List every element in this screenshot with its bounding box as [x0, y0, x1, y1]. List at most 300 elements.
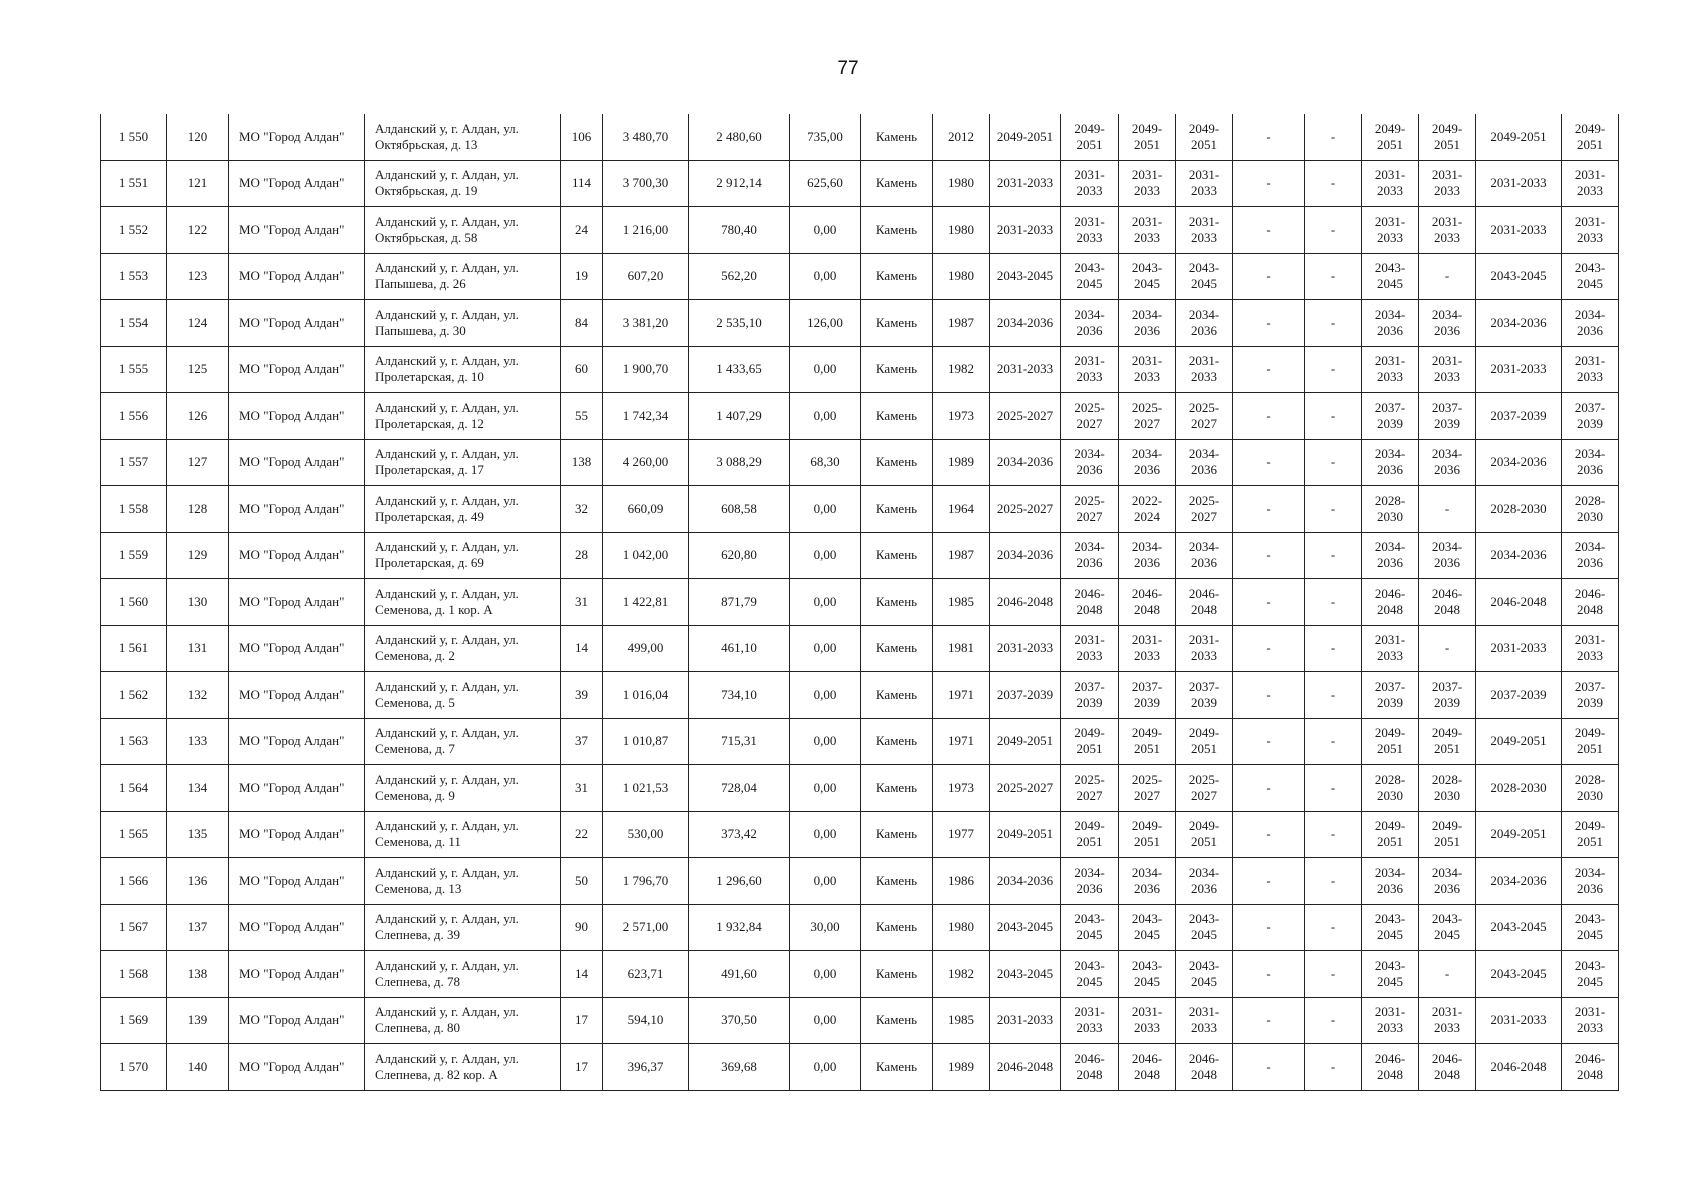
municipality-cell: МО "Город Алдан": [229, 765, 365, 812]
period-cell-8: 2034-2036: [1419, 532, 1476, 579]
year-built-cell: 1987: [933, 300, 990, 347]
period-cell-1: 2049-2051: [990, 114, 1061, 160]
period-cell-9: 2043-2045: [1476, 904, 1562, 951]
living-area-cell: 562,20: [689, 253, 790, 300]
table-row: [101, 765, 1619, 812]
apartments-count-cell: 24: [561, 207, 603, 254]
address-cell: Алданский у, г. Алдан, ул. Слепнева, д. 82 кор. А: [365, 1044, 561, 1091]
period-cell-6: -: [1305, 114, 1362, 160]
period-cell-10: 2031-2033: [1562, 160, 1619, 207]
period-cell-5: -: [1233, 811, 1305, 858]
nonresidential-area-cell: 0,00: [790, 253, 861, 300]
period-cell-9: 2031-2033: [1476, 207, 1562, 254]
address-cell: Алданский у, г. Алдан, ул. Семенова, д. 13: [365, 858, 561, 905]
period-cell-10: 2043-2045: [1562, 253, 1619, 300]
municipality-cell: МО "Город Алдан": [229, 486, 365, 533]
period-cell-9: 2034-2036: [1476, 532, 1562, 579]
nonresidential-area-cell: 0,00: [790, 579, 861, 626]
period-cell-7: 2049-2051: [1362, 811, 1419, 858]
item-number-cell: 127: [167, 439, 229, 486]
period-cell-1: 2031-2033: [990, 625, 1061, 672]
nonresidential-area-cell: 0,00: [790, 346, 861, 393]
table-body: [101, 114, 1619, 1090]
registry-number-cell: 1 563: [101, 718, 167, 765]
period-cell-8: -: [1419, 625, 1476, 672]
year-built-cell: 1964: [933, 486, 990, 533]
table-row: [101, 486, 1619, 533]
period-cell-1: 2037-2039: [990, 672, 1061, 719]
registry-number-cell: 1 552: [101, 207, 167, 254]
period-cell-4: 2034-2036: [1176, 858, 1233, 905]
total-area-cell: 1 422,81: [603, 579, 689, 626]
period-cell-5: -: [1233, 672, 1305, 719]
year-built-cell: 1973: [933, 393, 990, 440]
period-cell-5: -: [1233, 486, 1305, 533]
item-number-cell: 120: [167, 114, 229, 160]
item-number-cell: 124: [167, 300, 229, 347]
period-cell-8: 2034-2036: [1419, 858, 1476, 905]
period-cell-2: 2031-2033: [1061, 207, 1119, 254]
period-cell-1: 2049-2051: [990, 718, 1061, 765]
period-cell-5: -: [1233, 253, 1305, 300]
period-cell-5: -: [1233, 207, 1305, 254]
period-cell-4: 2037-2039: [1176, 672, 1233, 719]
year-built-cell: 1980: [933, 160, 990, 207]
period-cell-5: -: [1233, 997, 1305, 1044]
living-area-cell: 871,79: [689, 579, 790, 626]
item-number-cell: 134: [167, 765, 229, 812]
period-cell-4: 2025-2027: [1176, 765, 1233, 812]
period-cell-9: 2034-2036: [1476, 858, 1562, 905]
table-row: [101, 253, 1619, 300]
total-area-cell: 594,10: [603, 997, 689, 1044]
living-area-cell: 491,60: [689, 951, 790, 998]
item-number-cell: 128: [167, 486, 229, 533]
nonresidential-area-cell: 625,60: [790, 160, 861, 207]
period-cell-5: -: [1233, 951, 1305, 998]
wall-material-cell: Камень: [861, 346, 933, 393]
table-row: [101, 532, 1619, 579]
period-cell-7: 2028-2030: [1362, 765, 1419, 812]
period-cell-4: 2025-2027: [1176, 486, 1233, 533]
housing-register-table: [100, 114, 1619, 1091]
living-area-cell: 1 407,29: [689, 393, 790, 440]
apartments-count-cell: 50: [561, 858, 603, 905]
apartments-count-cell: 39: [561, 672, 603, 719]
period-cell-4: 2031-2033: [1176, 625, 1233, 672]
period-cell-6: -: [1305, 346, 1362, 393]
address-cell: Алданский у, г. Алдан, ул. Папышева, д. 26: [365, 253, 561, 300]
period-cell-7: 2031-2033: [1362, 160, 1419, 207]
total-area-cell: 1 042,00: [603, 532, 689, 579]
period-cell-3: 2031-2033: [1119, 625, 1176, 672]
period-cell-1: 2034-2036: [990, 439, 1061, 486]
period-cell-6: -: [1305, 858, 1362, 905]
wall-material-cell: Камень: [861, 951, 933, 998]
period-cell-3: 2034-2036: [1119, 300, 1176, 347]
wall-material-cell: Камень: [861, 300, 933, 347]
apartments-count-cell: 138: [561, 439, 603, 486]
period-cell-7: 2049-2051: [1362, 114, 1419, 160]
total-area-cell: 396,37: [603, 1044, 689, 1091]
period-cell-4: 2034-2036: [1176, 439, 1233, 486]
period-cell-3: 2025-2027: [1119, 765, 1176, 812]
period-cell-6: -: [1305, 532, 1362, 579]
year-built-cell: 1982: [933, 951, 990, 998]
period-cell-6: -: [1305, 207, 1362, 254]
period-cell-8: 2043-2045: [1419, 904, 1476, 951]
table-row: [101, 300, 1619, 347]
period-cell-8: -: [1419, 253, 1476, 300]
period-cell-2: 2034-2036: [1061, 532, 1119, 579]
apartments-count-cell: 55: [561, 393, 603, 440]
municipality-cell: МО "Город Алдан": [229, 532, 365, 579]
period-cell-5: -: [1233, 718, 1305, 765]
period-cell-1: 2025-2027: [990, 393, 1061, 440]
living-area-cell: 461,10: [689, 625, 790, 672]
period-cell-10: 2043-2045: [1562, 951, 1619, 998]
period-cell-9: 2031-2033: [1476, 625, 1562, 672]
address-cell: Алданский у, г. Алдан, ул. Семенова, д. 7: [365, 718, 561, 765]
apartments-count-cell: 32: [561, 486, 603, 533]
nonresidential-area-cell: 0,00: [790, 532, 861, 579]
period-cell-6: -: [1305, 160, 1362, 207]
table-row: [101, 439, 1619, 486]
period-cell-1: 2049-2051: [990, 811, 1061, 858]
period-cell-5: -: [1233, 439, 1305, 486]
total-area-cell: 1 796,70: [603, 858, 689, 905]
item-number-cell: 140: [167, 1044, 229, 1091]
address-cell: Алданский у, г. Алдан, ул. Слепнева, д. 39: [365, 904, 561, 951]
period-cell-1: 2043-2045: [990, 951, 1061, 998]
period-cell-7: 2037-2039: [1362, 672, 1419, 719]
nonresidential-area-cell: 30,00: [790, 904, 861, 951]
period-cell-8: 2031-2033: [1419, 997, 1476, 1044]
registry-number-cell: 1 558: [101, 486, 167, 533]
living-area-cell: 3 088,29: [689, 439, 790, 486]
year-built-cell: 1981: [933, 625, 990, 672]
wall-material-cell: Камень: [861, 114, 933, 160]
registry-number-cell: 1 566: [101, 858, 167, 905]
period-cell-7: 2031-2033: [1362, 207, 1419, 254]
total-area-cell: 3 381,20: [603, 300, 689, 347]
period-cell-2: 2025-2027: [1061, 765, 1119, 812]
period-cell-4: 2049-2051: [1176, 811, 1233, 858]
nonresidential-area-cell: 0,00: [790, 951, 861, 998]
period-cell-4: 2034-2036: [1176, 532, 1233, 579]
wall-material-cell: Камень: [861, 997, 933, 1044]
item-number-cell: 122: [167, 207, 229, 254]
table-row: [101, 718, 1619, 765]
period-cell-8: 2034-2036: [1419, 439, 1476, 486]
wall-material-cell: Камень: [861, 718, 933, 765]
table-row: [101, 114, 1619, 160]
apartments-count-cell: 60: [561, 346, 603, 393]
period-cell-4: 2031-2033: [1176, 207, 1233, 254]
period-cell-2: 2025-2027: [1061, 393, 1119, 440]
period-cell-1: 2031-2033: [990, 160, 1061, 207]
item-number-cell: 131: [167, 625, 229, 672]
address-cell: Алданский у, г. Алдан, ул. Пролетарская, д. 17: [365, 439, 561, 486]
living-area-cell: 734,10: [689, 672, 790, 719]
period-cell-1: 2043-2045: [990, 253, 1061, 300]
period-cell-1: 2034-2036: [990, 300, 1061, 347]
period-cell-9: 2037-2039: [1476, 672, 1562, 719]
period-cell-7: 2043-2045: [1362, 904, 1419, 951]
table-row: [101, 904, 1619, 951]
period-cell-4: 2046-2048: [1176, 579, 1233, 626]
municipality-cell: МО "Город Алдан": [229, 904, 365, 951]
living-area-cell: 608,58: [689, 486, 790, 533]
year-built-cell: 1986: [933, 858, 990, 905]
period-cell-3: 2043-2045: [1119, 253, 1176, 300]
item-number-cell: 133: [167, 718, 229, 765]
wall-material-cell: Камень: [861, 1044, 933, 1091]
living-area-cell: 728,04: [689, 765, 790, 812]
apartments-count-cell: 14: [561, 951, 603, 998]
period-cell-1: 2025-2027: [990, 765, 1061, 812]
period-cell-10: 2034-2036: [1562, 532, 1619, 579]
period-cell-2: 2046-2048: [1061, 1044, 1119, 1091]
apartments-count-cell: 17: [561, 1044, 603, 1091]
period-cell-1: 2031-2033: [990, 997, 1061, 1044]
period-cell-2: 2043-2045: [1061, 904, 1119, 951]
living-area-cell: 715,31: [689, 718, 790, 765]
period-cell-10: 2031-2033: [1562, 207, 1619, 254]
municipality-cell: МО "Город Алдан": [229, 160, 365, 207]
total-area-cell: 607,20: [603, 253, 689, 300]
year-built-cell: 1987: [933, 532, 990, 579]
period-cell-6: -: [1305, 300, 1362, 347]
item-number-cell: 121: [167, 160, 229, 207]
wall-material-cell: Камень: [861, 811, 933, 858]
registry-number-cell: 1 556: [101, 393, 167, 440]
address-cell: Алданский у, г. Алдан, ул. Слепнева, д. 80: [365, 997, 561, 1044]
period-cell-10: 2034-2036: [1562, 439, 1619, 486]
apartments-count-cell: 114: [561, 160, 603, 207]
period-cell-9: 2046-2048: [1476, 579, 1562, 626]
nonresidential-area-cell: 0,00: [790, 1044, 861, 1091]
nonresidential-area-cell: 0,00: [790, 207, 861, 254]
period-cell-6: -: [1305, 997, 1362, 1044]
registry-number-cell: 1 567: [101, 904, 167, 951]
period-cell-8: -: [1419, 951, 1476, 998]
period-cell-6: -: [1305, 579, 1362, 626]
period-cell-3: 2034-2036: [1119, 858, 1176, 905]
period-cell-7: 2046-2048: [1362, 1044, 1419, 1091]
period-cell-1: 2046-2048: [990, 1044, 1061, 1091]
table-row: [101, 951, 1619, 998]
period-cell-1: 2031-2033: [990, 207, 1061, 254]
total-area-cell: 1 742,34: [603, 393, 689, 440]
period-cell-10: 2037-2039: [1562, 393, 1619, 440]
living-area-cell: 780,40: [689, 207, 790, 254]
apartments-count-cell: 31: [561, 579, 603, 626]
wall-material-cell: Камень: [861, 439, 933, 486]
year-built-cell: 1980: [933, 904, 990, 951]
period-cell-2: 2049-2051: [1061, 718, 1119, 765]
period-cell-4: 2043-2045: [1176, 904, 1233, 951]
period-cell-7: 2031-2033: [1362, 346, 1419, 393]
item-number-cell: 137: [167, 904, 229, 951]
table-row: [101, 393, 1619, 440]
total-area-cell: 2 571,00: [603, 904, 689, 951]
period-cell-2: 2043-2045: [1061, 253, 1119, 300]
table-row: [101, 625, 1619, 672]
municipality-cell: МО "Город Алдан": [229, 951, 365, 998]
period-cell-4: 2049-2051: [1176, 718, 1233, 765]
item-number-cell: 136: [167, 858, 229, 905]
nonresidential-area-cell: 68,30: [790, 439, 861, 486]
living-area-cell: 1 932,84: [689, 904, 790, 951]
period-cell-9: 2031-2033: [1476, 997, 1562, 1044]
table-row: [101, 672, 1619, 719]
total-area-cell: 623,71: [603, 951, 689, 998]
wall-material-cell: Камень: [861, 858, 933, 905]
period-cell-2: 2049-2051: [1061, 114, 1119, 160]
period-cell-6: -: [1305, 1044, 1362, 1091]
period-cell-4: 2049-2051: [1176, 114, 1233, 160]
living-area-cell: 370,50: [689, 997, 790, 1044]
item-number-cell: 125: [167, 346, 229, 393]
table-row: [101, 858, 1619, 905]
period-cell-3: 2046-2048: [1119, 579, 1176, 626]
total-area-cell: 4 260,00: [603, 439, 689, 486]
period-cell-8: 2049-2051: [1419, 811, 1476, 858]
period-cell-7: 2034-2036: [1362, 439, 1419, 486]
registry-number-cell: 1 550: [101, 114, 167, 160]
municipality-cell: МО "Город Алдан": [229, 811, 365, 858]
period-cell-2: 2043-2045: [1061, 951, 1119, 998]
period-cell-3: 2022-2024: [1119, 486, 1176, 533]
period-cell-8: 2028-2030: [1419, 765, 1476, 812]
period-cell-7: 2028-2030: [1362, 486, 1419, 533]
period-cell-2: 2034-2036: [1061, 439, 1119, 486]
total-area-cell: 499,00: [603, 625, 689, 672]
period-cell-3: 2025-2027: [1119, 393, 1176, 440]
living-area-cell: 2 912,14: [689, 160, 790, 207]
year-built-cell: 1980: [933, 253, 990, 300]
period-cell-3: 2043-2045: [1119, 951, 1176, 998]
nonresidential-area-cell: 0,00: [790, 858, 861, 905]
living-area-cell: 2 480,60: [689, 114, 790, 160]
period-cell-7: 2043-2045: [1362, 253, 1419, 300]
period-cell-1: 2034-2036: [990, 532, 1061, 579]
registry-number-cell: 1 561: [101, 625, 167, 672]
period-cell-6: -: [1305, 253, 1362, 300]
total-area-cell: 660,09: [603, 486, 689, 533]
total-area-cell: 1 021,53: [603, 765, 689, 812]
period-cell-10: 2031-2033: [1562, 346, 1619, 393]
period-cell-10: 2028-2030: [1562, 765, 1619, 812]
page-number: 77: [837, 58, 859, 79]
table-row: [101, 160, 1619, 207]
period-cell-6: -: [1305, 439, 1362, 486]
period-cell-6: -: [1305, 393, 1362, 440]
wall-material-cell: Камень: [861, 532, 933, 579]
registry-number-cell: 1 568: [101, 951, 167, 998]
year-built-cell: 1982: [933, 346, 990, 393]
period-cell-4: 2025-2027: [1176, 393, 1233, 440]
year-built-cell: 1989: [933, 439, 990, 486]
address-cell: Алданский у, г. Алдан, ул. Семенова, д. 9: [365, 765, 561, 812]
nonresidential-area-cell: 0,00: [790, 393, 861, 440]
period-cell-9: 2028-2030: [1476, 486, 1562, 533]
municipality-cell: МО "Город Алдан": [229, 858, 365, 905]
year-built-cell: 2012: [933, 114, 990, 160]
registry-number-cell: 1 554: [101, 300, 167, 347]
table-row: [101, 207, 1619, 254]
period-cell-10: 2049-2051: [1562, 114, 1619, 160]
period-cell-2: 2037-2039: [1061, 672, 1119, 719]
period-cell-5: -: [1233, 858, 1305, 905]
period-cell-4: 2031-2033: [1176, 346, 1233, 393]
period-cell-8: 2049-2051: [1419, 718, 1476, 765]
period-cell-5: -: [1233, 579, 1305, 626]
registry-number-cell: 1 570: [101, 1044, 167, 1091]
address-cell: Алданский у, г. Алдан, ул. Пролетарская, д. 49: [365, 486, 561, 533]
municipality-cell: МО "Город Алдан": [229, 393, 365, 440]
municipality-cell: МО "Город Алдан": [229, 997, 365, 1044]
period-cell-8: 2034-2036: [1419, 300, 1476, 347]
living-area-cell: 369,68: [689, 1044, 790, 1091]
period-cell-1: 2031-2033: [990, 346, 1061, 393]
period-cell-3: 2031-2033: [1119, 207, 1176, 254]
period-cell-5: -: [1233, 300, 1305, 347]
period-cell-5: -: [1233, 904, 1305, 951]
period-cell-9: 2034-2036: [1476, 439, 1562, 486]
nonresidential-area-cell: 0,00: [790, 672, 861, 719]
total-area-cell: 1 900,70: [603, 346, 689, 393]
municipality-cell: МО "Город Алдан": [229, 346, 365, 393]
period-cell-7: 2034-2036: [1362, 532, 1419, 579]
period-cell-3: 2031-2033: [1119, 997, 1176, 1044]
period-cell-5: -: [1233, 1044, 1305, 1091]
total-area-cell: 1 216,00: [603, 207, 689, 254]
municipality-cell: МО "Город Алдан": [229, 579, 365, 626]
period-cell-9: 2049-2051: [1476, 718, 1562, 765]
apartments-count-cell: 90: [561, 904, 603, 951]
wall-material-cell: Камень: [861, 765, 933, 812]
period-cell-9: 2034-2036: [1476, 300, 1562, 347]
total-area-cell: 1 016,04: [603, 672, 689, 719]
year-built-cell: 1980: [933, 207, 990, 254]
apartments-count-cell: 22: [561, 811, 603, 858]
period-cell-5: -: [1233, 346, 1305, 393]
wall-material-cell: Камень: [861, 207, 933, 254]
period-cell-4: 2046-2048: [1176, 1044, 1233, 1091]
period-cell-1: 2043-2045: [990, 904, 1061, 951]
period-cell-3: 2034-2036: [1119, 439, 1176, 486]
period-cell-8: 2046-2048: [1419, 579, 1476, 626]
table-row: [101, 811, 1619, 858]
nonresidential-area-cell: 0,00: [790, 486, 861, 533]
nonresidential-area-cell: 0,00: [790, 625, 861, 672]
period-cell-9: 2031-2033: [1476, 346, 1562, 393]
address-cell: Алданский у, г. Алдан, ул. Семенова, д. 11: [365, 811, 561, 858]
address-cell: Алданский у, г. Алдан, ул. Пролетарская, д. 69: [365, 532, 561, 579]
address-cell: Алданский у, г. Алдан, ул. Слепнева, д. 78: [365, 951, 561, 998]
period-cell-6: -: [1305, 486, 1362, 533]
apartments-count-cell: 106: [561, 114, 603, 160]
period-cell-5: -: [1233, 765, 1305, 812]
table-row: [101, 579, 1619, 626]
period-cell-7: 2034-2036: [1362, 858, 1419, 905]
table-row: [101, 997, 1619, 1044]
nonresidential-area-cell: 0,00: [790, 718, 861, 765]
year-built-cell: 1971: [933, 718, 990, 765]
period-cell-8: 2046-2048: [1419, 1044, 1476, 1091]
